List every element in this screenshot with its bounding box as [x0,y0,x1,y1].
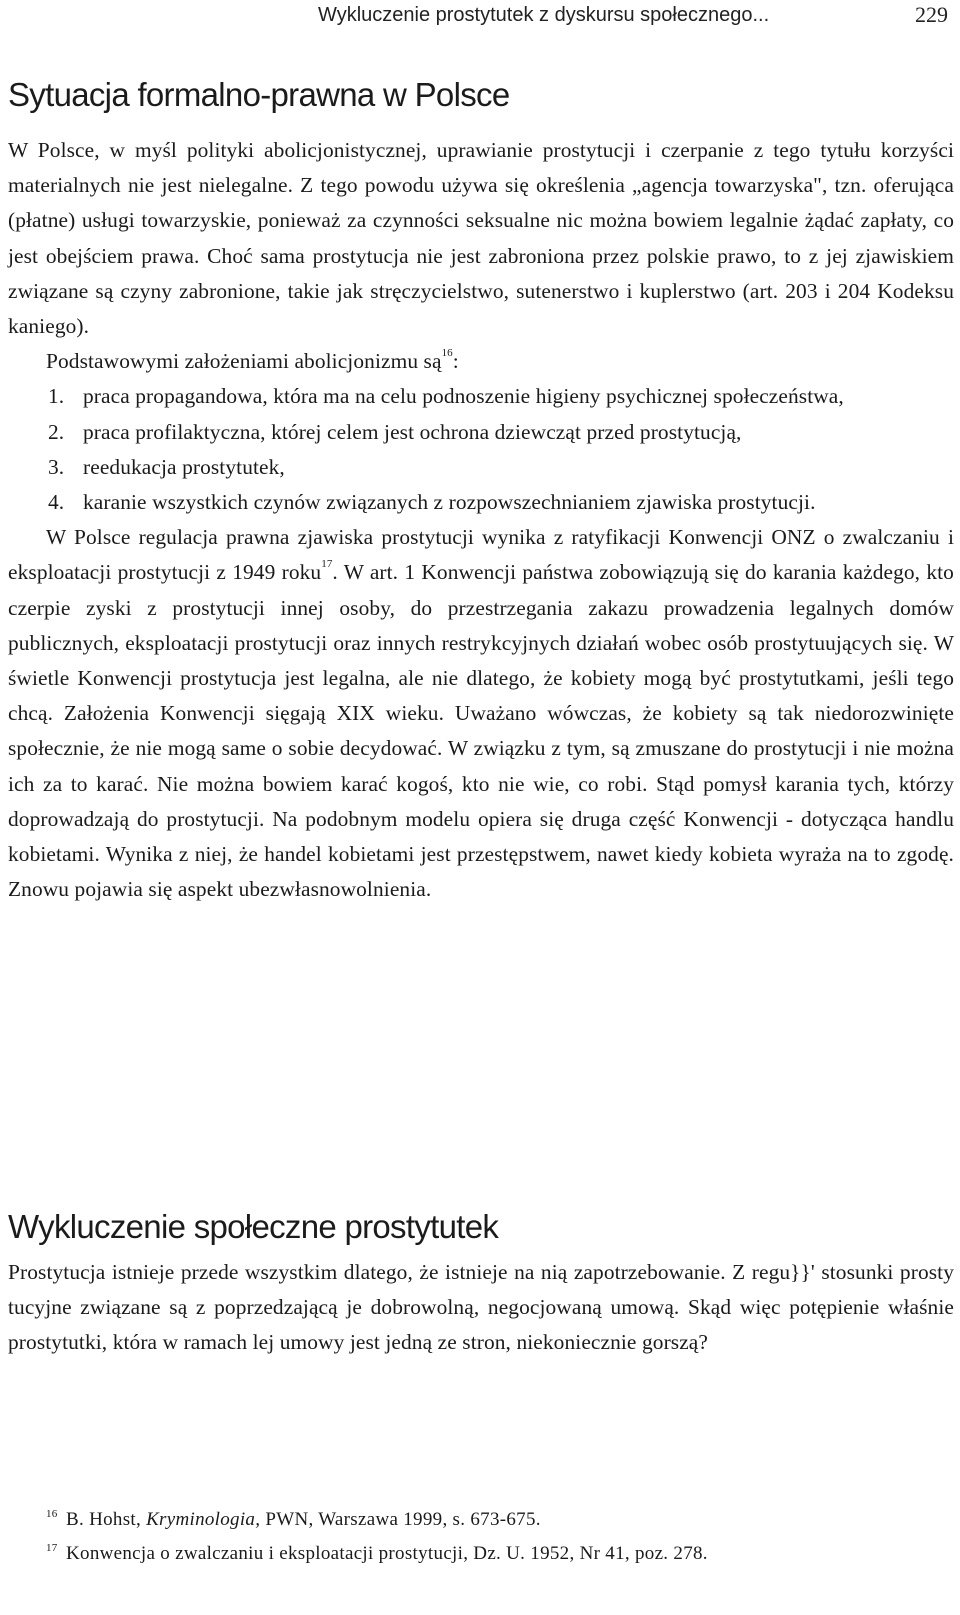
list-item-number: 3. [48,454,65,479]
section-legal-situation-body [8,133,954,907]
principles-list [8,379,954,520]
list-item [8,485,954,520]
paragraph: W Polsce, w myśl polityki abolicjonistycznej, uprawianie prostytucji i czerpanie z tego tytułu korzyści materialnych nie jest nielegalne. Z tego powodu używa się określenia „agencja towarzyska", tzn. oferująca (płatne) usługi towarzyskie, ponieważ za czynności seksualne nic można bowiem legalnie żądać zapłaty, co jest obejściem prawa. Choć sama prostytucja nie jest zabroniona przez polskie prawo, to z jej zjawiskiem związane są czyny zabronione, takie jak stręczycielstwo, sutenerstwo i kuplerstwo (art. 203 i 204 Kodeksu kaniego). [8,138,954,339]
footnote-16 [8,1503,954,1537]
principles-intro-text: Podstawowymi założeniami abolicjonizmu są [46,349,442,374]
principles-intro [8,344,954,379]
list-item-text: praca propagandowa, która ma na celu podnoszenie higieny psychicznej społeczeństwa, [83,384,844,409]
list-item [8,415,954,450]
list-item-number: 2. [48,419,65,444]
page-number: 229 [915,2,948,27]
section-heading-legal-situation: Sytuacja formalno-prawna w Polsce [8,76,510,113]
list-item-text: praca profilaktyczna, której celem jest ochrona dziewcząt przed prostytucją, [83,419,742,444]
footnote-17 [8,1537,954,1571]
list-item-text: karanie wszystkich czynów związanych z rozpowszechnianiem zjawiska prostytucji. [83,490,816,515]
paragraph [8,520,954,907]
list-item [8,379,954,414]
running-title: Wykluczenie prostytutek z dyskursu społecznego... [318,4,770,26]
footnote-book-title: Kryminologia, [146,1509,261,1530]
paragraph-text-b: . W art. 1 Konwencji państwa zobowiązują się do karania każdego, kto czerpie zyski z prostytucji innej osoby, do przestrzegania zakazu prowadzenia legalnych domów publicznych, eksploatacji prostytucji oraz innych restrykcyjnych działań wobec osób prostytuujących się. W świetle Konwencji prostytucja jest legalna, ale nie dlatego, że kobiety mogą być prostytutkami, jeśli tego chcą. Założenia Konwencji sięgają XIX wieku. Uważano wówczas, że kobiety są tak niedorozwinięte społecznie, że nie mogą same o sobie decydować. W związku z tym, są zmuszane do prostytucji i nie można ich za to karać. Nie można bowiem karać kogoś, kto nie wie, co robi. Stąd pomysł karania tych, którzy doprowadzają do prostytucji. Na podobnym modelu opiera się druga część Konwencji - dotycząca handlu kobietami. Wynika z niej, że handel kobietami jest przestępstwem, nawet kiedy kobieta wyraża na to zgodę. Znowu pojawia się aspekt ubezwłasnowolnienia. [8,560,954,902]
list-item-text: reedukacja prostytutek, [83,454,285,479]
paragraph-text-a: W Polsce regulacja prawna zjawiska prostytucji wynika z ratyfikacji Konwencji ONZ o zwalczaniu i eksploatacji prostytucji z 1949 roku [8,525,954,585]
footnote-text: B. Hohst, [66,1509,147,1530]
footnote-text: PWN, Warszawa 1999, s. 673-675. [260,1509,541,1530]
footnote-number: 17 [46,1542,58,1554]
footnote-ref-17[interactable]: 17 [321,558,333,571]
list-item [8,450,954,485]
principles-intro-colon: : [452,349,459,374]
list-item-number: 4. [48,490,65,515]
footnote-ref-16[interactable]: 16 [441,347,453,360]
footnotes [8,1503,954,1571]
paragraph: Prostytucja istnieje przede wszystkim dlatego, że istnieje na nią zapotrzebowanie. Z regu}}' stosunki prosty tucyjne związane są z poprzedzającą je dobrowolną, negocjowaną umową. Skąd więc potępienie właśnie prostytutki, która w ramach lej umowy jest jedną ze stron, niekoniecznie gorszą? [8,1260,954,1355]
section-heading-social-exclusion: Wykluczenie społeczne prostytutek [8,1208,499,1245]
list-item-number: 1. [48,384,65,409]
footnote-number: 16 [46,1508,58,1520]
running-header [0,0,954,34]
footnote-text: Konwencja o zwalczaniu i eksploatacji prostytucji, Dz. U. 1952, Nr 41, poz. 278. [66,1543,708,1564]
section-social-exclusion-body [8,1255,954,1361]
